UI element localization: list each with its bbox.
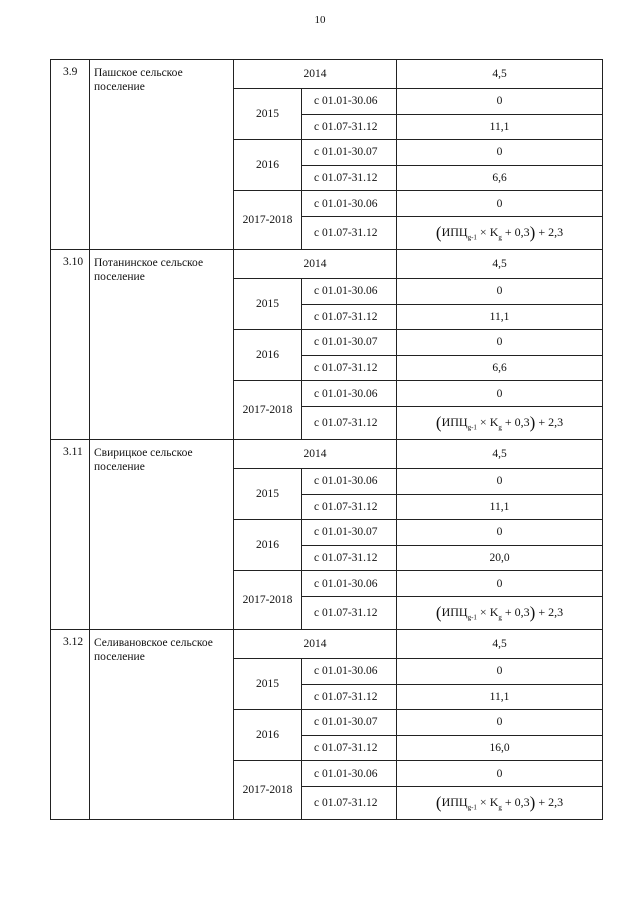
close-paren: ) (529, 222, 536, 242)
period-cell: с 01.07-31.12 (302, 114, 397, 140)
tariff-table (50, 59, 603, 820)
base-value: 4,5 (397, 629, 603, 658)
period-cell: с 01.01-30.06 (302, 89, 397, 115)
value-cell: 11,1 (397, 684, 603, 710)
year-cell: 2015 (234, 278, 302, 329)
section-number: 3.10 (51, 249, 90, 439)
formula-ipc: ИПЦ (441, 604, 468, 619)
period-cell: с 01.07-31.12 (302, 304, 397, 330)
period-cell: с 01.07-31.12 (302, 165, 397, 191)
period-cell: с 01.07-31.12 (302, 494, 397, 520)
tariff-formula (435, 602, 564, 622)
close-paren: ) (529, 792, 536, 812)
formula-cell (397, 786, 603, 819)
formula-plus-inner: + 0,3 (501, 414, 530, 429)
section-number: 3.11 (51, 439, 90, 629)
tariff-formula (435, 412, 564, 432)
value-cell: 6,6 (397, 355, 603, 381)
base-year: 2014 (234, 439, 397, 468)
period-cell: с 01.01-30.07 (302, 520, 397, 546)
formula-k-sub: g (498, 423, 502, 432)
base-value: 4,5 (397, 439, 603, 468)
year-cell: 2015 (234, 89, 302, 140)
value-cell: 0 (397, 89, 603, 115)
table-row (51, 60, 603, 89)
base-value: 4,5 (397, 60, 603, 89)
open-paren: ( (435, 412, 442, 432)
formula-ipc-sub: g-1 (467, 233, 477, 242)
value-cell: 0 (397, 278, 603, 304)
base-value: 4,5 (397, 249, 603, 278)
formula-tail: + 2,3 (535, 224, 564, 239)
value-cell: 0 (397, 658, 603, 684)
formula-tail: + 2,3 (535, 604, 564, 619)
value-cell: 0 (397, 710, 603, 736)
value-cell: 11,1 (397, 304, 603, 330)
open-paren: ( (435, 792, 442, 812)
formula-ipc-sub: g-1 (467, 423, 477, 432)
value-cell: 0 (397, 520, 603, 546)
period-cell: с 01.01-30.07 (302, 330, 397, 356)
year-cell: 2017-2018 (234, 191, 302, 250)
page-number: 10 (314, 14, 326, 26)
formula-ipc: ИПЦ (441, 414, 468, 429)
year-cell: 2016 (234, 330, 302, 381)
year-cell: 2017-2018 (234, 571, 302, 630)
value-cell: 16,0 (397, 735, 603, 761)
section-number: 3.9 (51, 60, 90, 250)
section-number: 3.12 (51, 629, 90, 819)
formula-ipc: ИПЦ (441, 794, 468, 809)
year-cell: 2016 (234, 710, 302, 761)
year-cell: 2017-2018 (234, 761, 302, 820)
year-cell: 2017-2018 (234, 381, 302, 440)
value-cell: 6,6 (397, 165, 603, 191)
base-year: 2014 (234, 249, 397, 278)
year-cell: 2015 (234, 658, 302, 709)
close-paren: ) (529, 602, 536, 622)
formula-ipc-sub: g-1 (467, 613, 477, 622)
formula-tail: + 2,3 (535, 794, 564, 809)
period-cell: с 01.07-31.12 (302, 355, 397, 381)
period-cell: с 01.01-30.06 (302, 191, 397, 217)
period-cell: с 01.01-30.06 (302, 468, 397, 494)
value-cell: 0 (397, 330, 603, 356)
formula-ipc: ИПЦ (441, 224, 468, 239)
formula-times-k: × K (476, 224, 499, 239)
value-cell: 0 (397, 191, 603, 217)
period-cell: с 01.07-31.12 (302, 735, 397, 761)
period-cell: с 01.01-30.07 (302, 710, 397, 736)
base-year: 2014 (234, 629, 397, 658)
period-cell: с 01.01-30.06 (302, 381, 397, 407)
formula-k-sub: g (498, 613, 502, 622)
settlement-name: Селивановское сельское поселение (90, 629, 234, 819)
value-cell: 0 (397, 571, 603, 597)
year-cell: 2016 (234, 520, 302, 571)
year-cell: 2015 (234, 468, 302, 519)
value-cell: 0 (397, 381, 603, 407)
settlement-name: Свирицкое сельское поселение (90, 439, 234, 629)
year-cell: 2016 (234, 140, 302, 191)
period-cell: с 01.01-30.06 (302, 571, 397, 597)
settlement-name: Потанинское сельское поселение (90, 249, 234, 439)
value-cell: 0 (397, 140, 603, 166)
period-cell: с 01.01-30.06 (302, 761, 397, 787)
formula-k-sub: g (498, 233, 502, 242)
period-cell: с 01.01-30.07 (302, 140, 397, 166)
table-row (51, 249, 603, 278)
settlement-name: Пашское сельское поселение (90, 60, 234, 250)
table-row (51, 439, 603, 468)
value-cell: 20,0 (397, 545, 603, 571)
open-paren: ( (435, 602, 442, 622)
period-cell: с 01.07-31.12 (302, 216, 397, 249)
close-paren: ) (529, 412, 536, 432)
formula-k-sub: g (498, 803, 502, 812)
open-paren: ( (435, 222, 442, 242)
formula-times-k: × K (476, 794, 499, 809)
value-cell: 0 (397, 761, 603, 787)
base-year: 2014 (234, 60, 397, 89)
formula-ipc-sub: g-1 (467, 803, 477, 812)
period-cell: с 01.07-31.12 (302, 406, 397, 439)
table-row (51, 629, 603, 658)
formula-times-k: × K (476, 604, 499, 619)
value-cell: 11,1 (397, 494, 603, 520)
formula-plus-inner: + 0,3 (501, 794, 530, 809)
period-cell: с 01.07-31.12 (302, 684, 397, 710)
formula-plus-inner: + 0,3 (501, 224, 530, 239)
formula-cell (397, 216, 603, 249)
tariff-formula (435, 792, 564, 812)
formula-cell (397, 406, 603, 439)
formula-plus-inner: + 0,3 (501, 604, 530, 619)
formula-times-k: × K (476, 414, 499, 429)
period-cell: с 01.07-31.12 (302, 786, 397, 819)
period-cell: с 01.07-31.12 (302, 596, 397, 629)
formula-cell (397, 596, 603, 629)
value-cell: 0 (397, 468, 603, 494)
value-cell: 11,1 (397, 114, 603, 140)
formula-tail: + 2,3 (535, 414, 564, 429)
period-cell: с 01.07-31.12 (302, 545, 397, 571)
period-cell: с 01.01-30.06 (302, 278, 397, 304)
period-cell: с 01.01-30.06 (302, 658, 397, 684)
tariff-formula (435, 222, 564, 242)
